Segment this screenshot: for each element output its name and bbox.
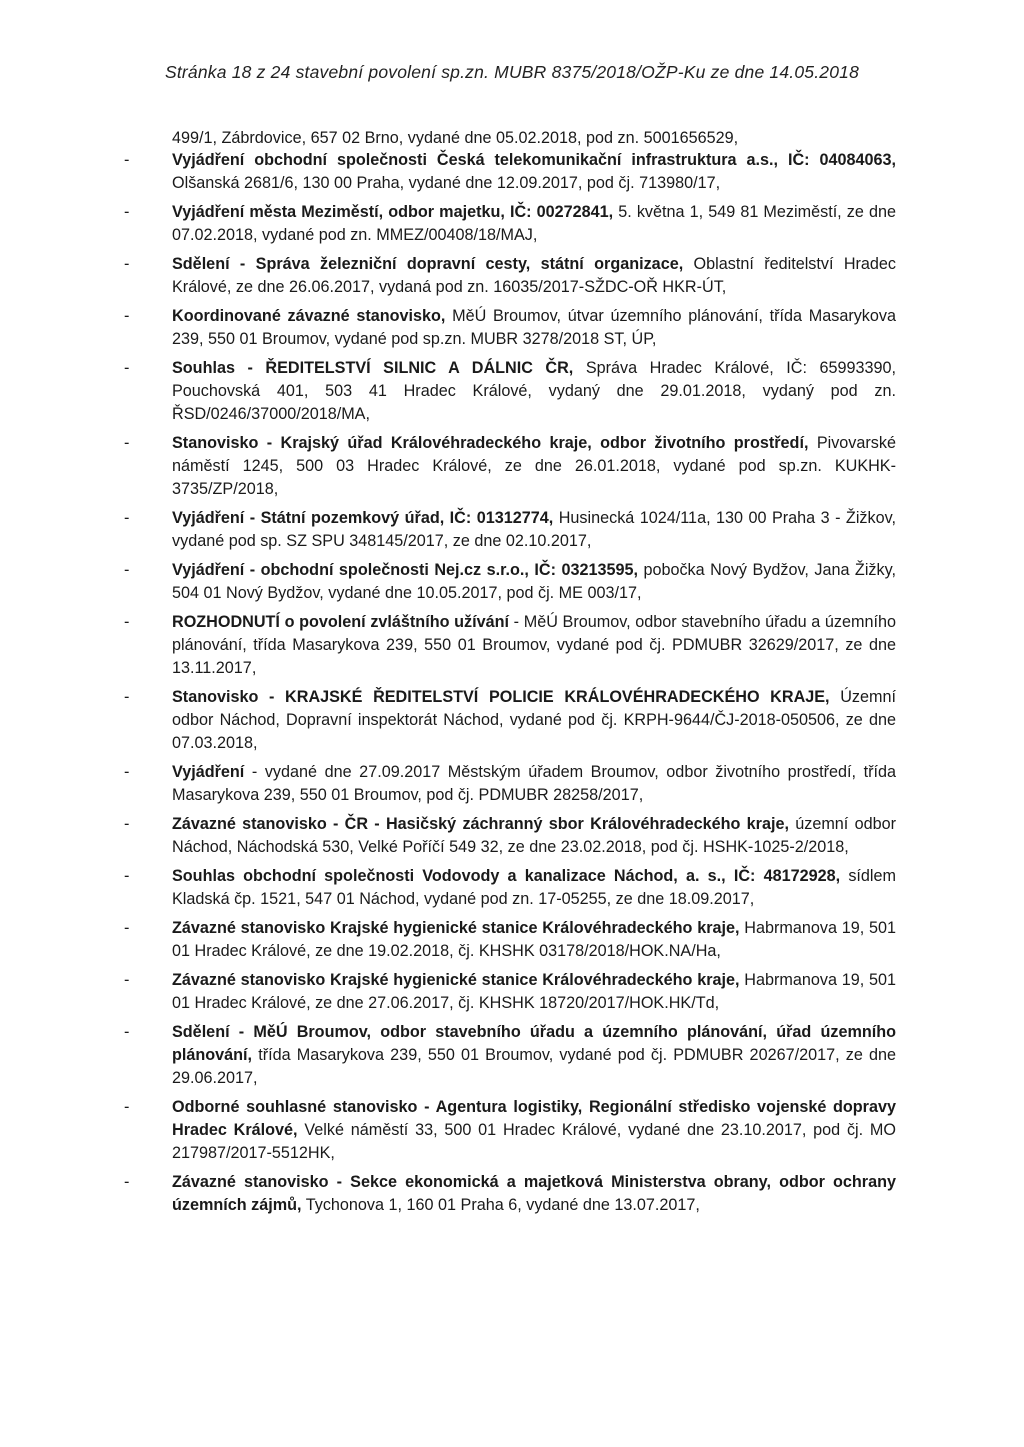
list-item-detail: - MěÚ Broumov, odbor stavebního úřadu a územního plánování, třída Masarykova 239, 550 01 Broumov, vydané pod čj. PDMUBR 32629/2017, ze dne 13.11.2017, xyxy=(172,613,896,677)
list-item-text xyxy=(172,432,896,501)
list-item-detail: Habrmanova 19, 501 01 Hradec Králové, ze dne 27.06.2017, čj. KHSHK 18720/2017/HOK.HK/Td, xyxy=(172,971,896,1012)
list-item-text xyxy=(172,305,896,351)
list-item-detail: územní odbor Náchod, Náchodská 530, Velké Poříčí 549 32, ze dne 23.02.2018, pod čj. HSHK-1025-2/2018, xyxy=(172,815,896,856)
list-item-text xyxy=(172,149,896,195)
list-bullet: - xyxy=(124,1098,130,1116)
statement-list xyxy=(0,149,1024,1223)
list-item-text xyxy=(172,559,896,605)
list-item-detail: Habrmanova 19, 501 01 Hradec Králové, ze dne 19.02.2018, čj. KHSHK 03178/2018/HOK.NA/Ha, xyxy=(172,919,896,960)
list-bullet: - xyxy=(124,307,130,325)
list-item-text xyxy=(172,917,896,963)
list-item xyxy=(0,611,896,680)
list-item-detail: sídlem Kladská čp. 1521, 547 01 Náchod, vydané pod zn. 17-05255, ze dne 18.09.2017, xyxy=(172,867,896,908)
list-bullet: - xyxy=(124,434,130,452)
list-item xyxy=(0,559,896,605)
list-item xyxy=(0,686,896,755)
list-item xyxy=(0,865,896,911)
list-item-text xyxy=(172,865,896,911)
list-item-detail: Velké náměstí 33, 500 01 Hradec Králové, vydané dne 23.10.2017, pod čj. MO 217987/2017-5512HK, xyxy=(172,1121,896,1162)
list-item xyxy=(0,201,896,247)
list-item-text xyxy=(172,1171,896,1217)
list-item-heading: Vyjádření xyxy=(172,763,245,781)
list-item-detail: Oblastní ředitelství Hradec Králové, ze dne 26.06.2017, vydaná pod zn. 16035/2017-SŽDC-OŘ HKR-ÚT, xyxy=(172,255,897,296)
list-bullet: - xyxy=(124,763,130,781)
list-item-text xyxy=(172,1096,896,1165)
list-item xyxy=(0,507,896,553)
list-item xyxy=(0,813,896,859)
list-bullet: - xyxy=(124,203,130,221)
list-item xyxy=(0,917,896,963)
list-item xyxy=(0,357,896,426)
list-item-text xyxy=(172,686,896,755)
list-item-text xyxy=(172,253,896,299)
list-item-detail: třída Masarykova 239, 550 01 Broumov, vydané pod čj. PDMUBR 20267/2017, ze dne 29.06.2017, xyxy=(172,1046,896,1087)
list-item-text xyxy=(172,761,896,807)
list-item xyxy=(0,1021,896,1090)
intro-continuation: 499/1, Zábrdovice, 657 02 Brno, vydané dne 05.02.2018, pod zn. 5001656529, xyxy=(172,129,739,147)
list-item-detail: pobočka Nový Bydžov, Jana Žižky, 504 01 Nový Bydžov, vydané dne 10.05.2017, pod čj. ME 003/17, xyxy=(172,561,896,602)
list-item-detail: Husinecká 1024/11a, 130 00 Praha 3 - Žižkov, vydané pod sp. SZ SPU 348145/2017, ze dne 02.10.2017, xyxy=(172,509,896,550)
list-item xyxy=(0,432,896,501)
list-item-heading: Vyjádření města Meziměstí, odbor majetku, IČ: 00272841, xyxy=(172,203,614,221)
list-item-text xyxy=(172,357,896,426)
list-item-detail: Správa Hradec Králové, IČ: 65993390, Pouchovská 401, 503 41 Hradec Králové, vydaný dne 29.01.2018, vydaný pod zn. ŘSD/0246/37000/2018/MA, xyxy=(172,359,897,423)
list-item-heading: Vyjádření obchodní společnosti Česká telekomunikační infrastruktura a.s., IČ: 04084063, xyxy=(172,151,896,169)
list-item-detail: Olšanská 2681/6, 130 00 Praha, vydané dne 12.09.2017, pod čj. 713980/17, xyxy=(172,174,721,192)
list-item-heading: Koordinované závazné stanovisko, xyxy=(172,307,446,325)
list-bullet: - xyxy=(124,919,130,937)
list-bullet: - xyxy=(124,688,130,706)
list-item-text xyxy=(172,507,896,553)
list-item-heading: Stanovisko - KRAJSKÉ ŘEDITELSTVÍ POLICIE KRÁLOVÉHRADECKÉHO KRAJE, xyxy=(172,688,830,706)
list-item xyxy=(0,1096,896,1165)
list-bullet: - xyxy=(124,359,130,377)
list-item-text xyxy=(172,611,896,680)
list-item-detail: 5. května 1, 549 81 Meziměstí, ze dne 07.02.2018, vydané pod zn. MMEZ/00408/18/MAJ, xyxy=(172,203,896,244)
list-bullet: - xyxy=(124,1023,130,1041)
list-bullet: - xyxy=(124,151,130,169)
list-bullet: - xyxy=(124,255,130,273)
list-item-heading: Vyjádření - Státní pozemkový úřad, IČ: 01312774, xyxy=(172,509,554,527)
list-item-detail: MěÚ Broumov, útvar územního plánování, třída Masarykova 239, 550 01 Broumov, vydané pod sp.zn. MUBR 3278/2018 ST, ÚP, xyxy=(172,307,896,348)
page-header: Stránka 18 z 24 stavební povolení sp.zn. MUBR 8375/2018/OŽP-Ku ze dne 14.05.2018 xyxy=(164,62,860,82)
list-item xyxy=(0,305,896,351)
list-item-text xyxy=(172,813,896,859)
list-item-heading: Stanovisko - Krajský úřad Královéhradeckého kraje, odbor životního prostředí, xyxy=(172,434,809,452)
list-item-text xyxy=(172,1021,896,1090)
list-item-heading: Souhlas - ŘEDITELSTVÍ SILNIC A DÁLNIC ČR, xyxy=(172,359,574,377)
list-item-detail: - vydané dne 27.09.2017 Městským úřadem Broumov, odbor životního prostředí, třída Masarykova 239, 550 01 Broumov, pod čj. PDMUBR 28258/2017, xyxy=(172,763,896,804)
list-item-detail: Územní odbor Náchod, Dopravní inspektorát Náchod, vydané pod čj. KRPH-9644/ČJ-2018-050506, ze dne 07.03.2018, xyxy=(172,688,896,752)
list-item-text xyxy=(172,969,896,1015)
list-item-heading: Závazné stanovisko Krajské hygienické stanice Královéhradeckého kraje, xyxy=(172,971,740,989)
list-item xyxy=(0,1171,896,1217)
list-bullet: - xyxy=(124,1173,130,1191)
list-bullet: - xyxy=(124,815,130,833)
list-item-heading: Vyjádření - obchodní společnosti Nej.cz s.r.o., IČ: 03213595, xyxy=(172,561,638,579)
list-item-text xyxy=(172,201,896,247)
list-item xyxy=(0,969,896,1015)
list-item-heading: Souhlas obchodní společnosti Vodovody a kanalizace Náchod, a. s., IČ: 48172928, xyxy=(172,867,841,885)
list-item-heading: Závazné stanovisko - ČR - Hasičský záchranný sbor Královéhradeckého kraje, xyxy=(172,815,789,833)
list-item-heading: Sdělení - MěÚ Broumov, odbor stavebního úřadu a územního plánování, úřad územního plánování, xyxy=(172,1023,896,1064)
list-bullet: - xyxy=(124,613,130,631)
list-item-detail: Pivovarské náměstí 1245, 500 03 Hradec Králové, ze dne 26.01.2018, vydané pod sp.zn. KUKHK-3735/ZP/2018, xyxy=(172,434,896,498)
list-bullet: - xyxy=(124,561,130,579)
list-item-heading: Odborné souhlasné stanovisko - Agentura logistiky, Regionální středisko vojenské dopravy Hradec Králové, xyxy=(172,1098,896,1139)
list-item-heading: ROZHODNUTÍ o povolení zvláštního užívání xyxy=(172,613,509,631)
list-item xyxy=(0,149,896,195)
list-item xyxy=(0,761,896,807)
list-bullet: - xyxy=(124,971,130,989)
list-item-heading: Závazné stanovisko Krajské hygienické stanice Královéhradeckého kraje, xyxy=(172,919,740,937)
list-bullet: - xyxy=(124,509,130,527)
list-item-heading: Sdělení - Správa železniční dopravní cesty, státní organizace, xyxy=(172,255,684,273)
list-item xyxy=(0,253,896,299)
list-item-detail: Tychonova 1, 160 01 Praha 6, vydané dne 13.07.2017, xyxy=(301,1196,700,1214)
list-item-heading: Závazné stanovisko - Sekce ekonomická a majetková Ministerstva obrany, odbor ochrany územních zájmů, xyxy=(172,1173,896,1214)
list-bullet: - xyxy=(124,867,130,885)
